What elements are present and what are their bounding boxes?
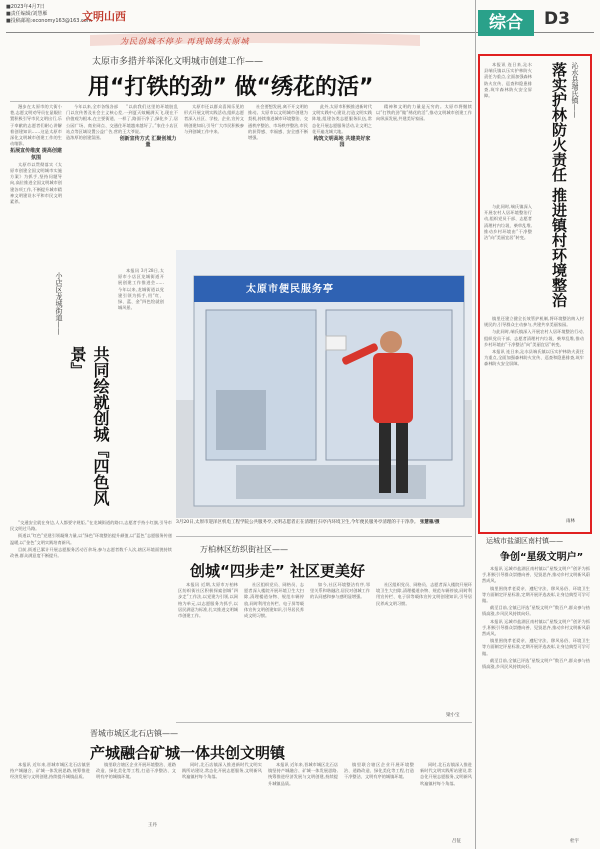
wanbolin-col-4 bbox=[376, 582, 472, 710]
main-head-rule bbox=[10, 101, 472, 102]
left-para: 街道以“红色”党建引领凝聚力量,以“绿色”环境整治提升颜值,以“蓝色”志愿服务传递温暖,以“金色”文明实践培育新风。 bbox=[10, 533, 172, 545]
main-para: “以前我们这里的环境脏乱差,一到夏天蚊蝇满天飞,现在不一样了,路面干净了,绿化多了,居住环境越来越好了。”家住小店区的王大爷说。 bbox=[118, 104, 178, 134]
bottom-para: 镇里联合辖区企业开展环境整治、道路改造、绿化美化等工程,打造干净整洁、文明有序的城镇环境。 bbox=[96, 762, 176, 780]
right-para: 镇里还建立健全长效管护机制,将环境整治纳入村规民约,引导群众主动参与,共建共享美丽家园。 bbox=[484, 316, 584, 328]
yanhu-para: 截至目前,全镇已评选“星级文明户”数百户,群众参与热情高涨,乡风民风持续向好。 bbox=[482, 657, 590, 670]
yanhu-para: 本报讯 运城市盐湖区南村镇以“星级文明户”创评为抓手,积极引导群众崇德向善、见贤思齐,推动乡村文明新风蔚然成风。 bbox=[482, 566, 590, 584]
wanbolin-para: 社区组织党员、网格员、志愿者深入楼院开展环境卫生大扫除,清理楼道杂物、规范车辆停放,同时利用宣传栏、电子屏等载体宣传文明创建知识,引导居民养成文明习惯。 bbox=[376, 582, 472, 606]
right-author: 雨林 bbox=[566, 519, 575, 524]
bottom-para: 本报讯 近年来,晋城市城区北石店镇坚持产城融合、矿城一体发展思路,统筹推进经济发展与文明创建,持续提升城镇品质。 bbox=[268, 762, 338, 786]
right-col-3 bbox=[484, 316, 584, 516]
main-headline: 用“打铁的劲” 做“绣花的活” bbox=[88, 75, 374, 100]
yanhu-para: 截至目前,全镇已评选“星级文明户”数百户,群众参与热情高涨,乡风民风持续向好。 bbox=[482, 605, 590, 617]
main-col-6 bbox=[312, 104, 372, 240]
motto: 为民创城不停步 再现锦绣太原城 bbox=[120, 37, 250, 46]
masthead-meta bbox=[6, 4, 92, 25]
left-para: “交通安全就在身边,人人都要守规矩。”在龙城街道的路口,志愿者手持小红旗,引导市民文明过马路。 bbox=[10, 520, 172, 532]
main-para: 今年以来,全市各级各部门以宣传普及社会主义核心价值观为根本,在主要街道、公园广场、商业网点、交通站点等区域设置公益广告,营造浓厚的创建氛围。 bbox=[66, 104, 118, 141]
bottom-col-6 bbox=[420, 762, 472, 836]
main-para: 太原市还以群众喜闻乐见的形式开展文明实践活动,组织志愿者深入社区、学校、企业,宣传文明创建知识,引导广大市民积极参与到创城工作中来。 bbox=[184, 104, 244, 134]
news-photo bbox=[176, 250, 472, 518]
section-tag: 综合 bbox=[478, 10, 534, 36]
right-col-2 bbox=[484, 204, 532, 314]
main-col-5 bbox=[248, 104, 308, 240]
editor-line: ■责任编辑/刘慧雁 bbox=[6, 11, 48, 17]
wanbolin-para: 如今,社区环境整洁有序,邻里关系和谐融洽,居民对创城工作的认同感和参与感明显增强。 bbox=[310, 582, 370, 600]
bottom-para: 同时,北石店镇深入推进新时代文明实践所站建设,常态化开展志愿服务,文明新风吹遍镇村每个角落。 bbox=[182, 762, 262, 780]
left-kicker: 小店区龙城街道—— bbox=[55, 272, 63, 335]
yanhu-para: 镇里围绕孝老爱亲、遵纪守法、移风易俗、环境卫生等方面制定评星标准,定期开展评选表彰,让身边典型可学可做。 bbox=[482, 585, 590, 604]
masthead-logo: 文明山西 bbox=[82, 10, 126, 23]
right-kicker: 沁水县端氏镇—— bbox=[571, 62, 579, 118]
main-para: 漫步在太原市的大街小巷,志愿文明劝导员在显眼位置积极引导市民文明出行,乐于奉献的志愿者们耐心讲解着创建知识……这是太原市深化文明城市创建工作的生动缩影。 bbox=[10, 104, 62, 147]
wanbolin-kicker: 万柏林区纺织街社区—— bbox=[200, 545, 288, 554]
wanbolin-headline: 创城“四步走” 社区更美好 bbox=[190, 562, 365, 580]
main-col-3 bbox=[118, 104, 178, 240]
wanbolin-author: 梁小宝 bbox=[446, 713, 460, 718]
wanbolin-para: 本报讯 近期,太原市万柏林区纺织街社区积极探索创城“四步走”工作法,以党建为引领,以网格为单元,以志愿服务为抓手,以居民满意为标准,扎实推进文明城市创建工作。 bbox=[178, 582, 238, 619]
caption-text: 3月20日,太原市迎泽区机电工程学院公共服务亭,文明志愿者正在清理打扫亭内环境卫生,今年便民服务亭清理的干干净净。 bbox=[176, 520, 419, 525]
yanhu-para: 镇里围绕孝老爱亲、遵纪守法、移风易俗、环境卫生等方面制定评星标准,定期开展评选表彰,让身边典型可学可做。 bbox=[482, 638, 590, 656]
wanbolin-para: 社区组织党员、网格员、志愿者深入楼院开展环境卫生大扫除,清理楼道杂物、规范车辆停放,同时利用宣传栏、电子屏等载体宣传文明创建知识,引导居民养成文明习惯。 bbox=[244, 582, 304, 619]
main-col-4 bbox=[184, 104, 244, 240]
bottom-col-2 bbox=[96, 762, 176, 842]
right-intro bbox=[484, 62, 532, 202]
right-para: 本报讯 连日来,沁水县端氏镇以压实护林防火责任为重点,全面加强森林防火宣传、巡查和隐患排查,筑牢森林防火安全屏障。 bbox=[484, 62, 532, 99]
left-intro bbox=[118, 268, 164, 518]
yanhu-headline: 争创“星级文明户” bbox=[500, 552, 584, 563]
main-kicker: 太原市多措并举深化文明城市创建工作—— bbox=[92, 57, 264, 67]
bottom-para: 本报讯 近年来,晋城市城区北石店镇坚持产城融合、矿城一体发展思路,统筹推进经济发展与文明创建,持续提升城镇品质。 bbox=[10, 762, 90, 780]
main-subhead: 构筑文明高地 共建美好家园 bbox=[313, 136, 371, 149]
yanhu-body bbox=[482, 566, 590, 836]
email-line: ■投稿邮箱:economy163@163.com bbox=[6, 18, 92, 24]
main-para: 太原市以贯彻落实《太原市创建全国文明城市实施方案》为抓手,坚持问题导向,高位推进全国文明城市创建各项工作,不断提升城市精神文明建设水平和市民文明素养。 bbox=[10, 161, 62, 205]
bottom-col-5 bbox=[344, 762, 414, 842]
bottom-author: 吕征 bbox=[452, 839, 461, 844]
main-para: 社会要想发展,离不开文明的推动。太原市以文明城市创建为契机,持续推进城市环境整治、交通秩序整治、市场秩序整治,市民的获得感、幸福感、安全感不断增强。 bbox=[248, 104, 308, 141]
wanbolin-col-2 bbox=[244, 582, 304, 710]
right-para: 本报讯 连日来,沁水县端氏镇以压实护林防火责任为重点,全面加强森林防火宣传、巡查和隐患排查,筑牢森林防火安全屏障。 bbox=[484, 349, 584, 367]
left-para: 目前,街道已累计开展志愿服务活动百余场,参与志愿者数千人次,辖区环境面貌持续改善,群众满意度不断提升。 bbox=[10, 546, 172, 559]
bottom-kicker: 晋城市城区北石店镇—— bbox=[90, 729, 178, 738]
main-para: 此外,太原市积极推进新时代文明实践中心建设,打造文明实践阵地,组建各类志愿服务队伍,常态化开展志愿服务活动,让文明之花开遍龙城大地。 bbox=[312, 104, 372, 134]
wanbolin-rule bbox=[176, 536, 472, 537]
photo-credit: 张慧雁/摄 bbox=[419, 520, 440, 525]
right-para: 与此同时,端氏镇深入开展农村人居环境整治行动,组织党员干部、志愿者清理村内垃圾、柴草乱堆,推动乡村环境由“干净整洁”向“美丽宜居”转变。 bbox=[484, 204, 532, 241]
photo-caption bbox=[176, 520, 472, 526]
bottom-para: 同时,北石店镇深入推进新时代文明实践所站建设,常态化开展志愿服务,文明新风吹遍镇村每个角落。 bbox=[420, 762, 472, 786]
main-subhead: 创新宣传方式 汇聚创城力量 bbox=[119, 136, 177, 149]
yanhu-author: 杜宇 bbox=[570, 839, 579, 844]
left-para: 本报讯 3月28日,太原市小店区龙城街道开展创建工作推进会……今年以来,龙城街道以党建引领为抓手,用“红、绿、蓝、金”四色绘就创城风景。 bbox=[118, 268, 164, 311]
right-headline: 落实护林防火责任 推进镇村环境整治 bbox=[550, 62, 568, 308]
bottom-col-1 bbox=[10, 762, 90, 842]
bottom-col-4 bbox=[268, 762, 338, 842]
column-divider bbox=[475, 0, 476, 849]
bottom-headline: 产城融合矿城一体共创文明镇 bbox=[90, 744, 286, 762]
wanbolin-col-3 bbox=[310, 582, 370, 710]
yanhu-para: 本报讯 运城市盐湖区南村镇以“星级文明户”创评为抓手,积极引导群众崇德向善、见贤思齐,推动乡村文明新风蔚然成风。 bbox=[482, 618, 590, 637]
bottom-para: 镇里联合辖区企业开展环境整治、道路改造、绿化美化等工程,打造干净整洁、文明有序的城镇环境。 bbox=[344, 762, 414, 780]
main-subhead: 拓展宣传维度 提高创建氛围 bbox=[10, 148, 62, 161]
main-col-7 bbox=[376, 104, 472, 240]
right-para: 与此同时,端氏镇深入开展农村人居环境整治行动,组织党员干部、志愿者清理村内垃圾、柴草乱堆,推动乡村环境由“干净整洁”向“美丽宜居”转变。 bbox=[484, 329, 584, 347]
main-col-2 bbox=[66, 104, 118, 264]
photo-sign: 太原市便民服务亭 bbox=[246, 284, 334, 295]
main-para: 精神和文明的力量是无穷的。太原市将继续以“打铁的劲”做“绣花的活”,推动文明城市创建工作向纵深发展,共建美好家园。 bbox=[376, 104, 472, 122]
bottom-col-3 bbox=[182, 762, 262, 842]
date-line: ■2023年4月7日 bbox=[6, 4, 45, 10]
yanhu-kicker: 运城市盐湖区南村镇—— bbox=[486, 537, 563, 545]
left-author: 王丹 bbox=[148, 823, 157, 828]
left-headline: 共同绘就创城『四色风景』 bbox=[68, 346, 110, 506]
page-number: D3 bbox=[544, 9, 570, 29]
bottom-rule bbox=[176, 722, 472, 723]
wanbolin-col-1 bbox=[178, 582, 238, 710]
